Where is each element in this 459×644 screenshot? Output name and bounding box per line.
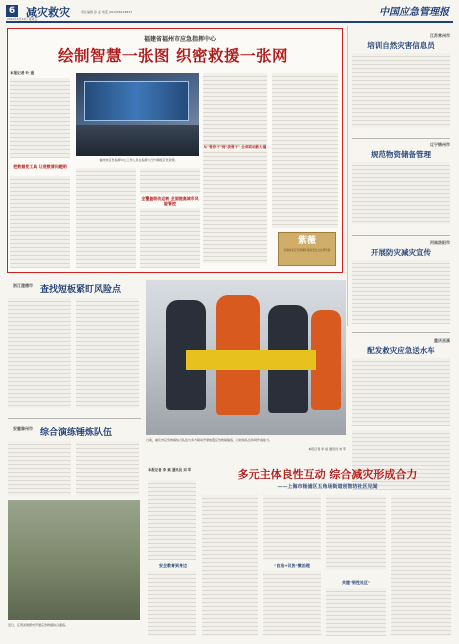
sidebar-divider bbox=[347, 26, 348, 326]
page-number-box: 6 bbox=[6, 5, 18, 17]
section-date: 2024年5月24日 星期五 bbox=[7, 17, 38, 21]
sidebar-text-4 bbox=[352, 358, 450, 426]
center-text-1 bbox=[148, 480, 196, 560]
left-text-2 bbox=[8, 441, 71, 496]
center-subhead-2: "自治+议协"微治理 bbox=[274, 563, 310, 568]
center-text-2 bbox=[202, 495, 258, 636]
feature-col-2-text bbox=[203, 73, 267, 263]
left-bottom-photo bbox=[8, 500, 140, 620]
center-subhead-3: 共建"韧性社区" bbox=[341, 580, 371, 585]
center-subhead-1: 安全教育到身边 bbox=[159, 563, 187, 568]
center-text-5 bbox=[391, 495, 451, 636]
feature-headline: 绘制智慧一张图 织密救援一张网 bbox=[58, 46, 288, 65]
feature-col-1-text bbox=[10, 78, 70, 158]
editor-line: 责任编辑 孙 亚 电话 (010)58124837 bbox=[81, 10, 133, 14]
left-bottom-caption: 近日，江西省建德市开展应急救援综合演练。 bbox=[8, 623, 69, 627]
sidebar-head-4: 配发救灾应急送水车 bbox=[367, 346, 435, 355]
feature-photo-caption: 福州市应急指挥中心工作人员在指挥大厅内调度应急资源。 bbox=[99, 158, 178, 162]
feature-photo bbox=[76, 73, 199, 156]
feature-byline: 本报记者 叶 通 bbox=[10, 71, 35, 75]
sidebar-head-1: 培训自然灾害信息员 bbox=[367, 41, 435, 50]
left-text-1b bbox=[76, 298, 139, 408]
sidebar-rule-2 bbox=[352, 235, 450, 236]
center-rescue-photo bbox=[146, 280, 346, 435]
left-rule-1 bbox=[8, 418, 141, 419]
seal-badge bbox=[278, 232, 336, 266]
page-header bbox=[6, 3, 453, 19]
center-text-1b bbox=[148, 571, 196, 636]
left-text-1 bbox=[8, 298, 71, 408]
sidebar-text-3 bbox=[352, 260, 450, 324]
sidebar-text-2 bbox=[352, 162, 450, 224]
sidebar-head-3: 开展防灾减灾宣传 bbox=[371, 248, 431, 257]
feature-col-3-text bbox=[272, 73, 338, 228]
feature-kicker: 福建省福州市应急指挥中心 bbox=[143, 36, 216, 43]
sidebar-rule-1 bbox=[352, 138, 450, 139]
sidebar-kicker-4: 重庆巫溪 bbox=[434, 338, 450, 343]
left-text-2b bbox=[76, 441, 139, 496]
seal-caption: 全国首家应急管理系统的安全文化研究院 bbox=[283, 249, 331, 252]
sidebar-kicker-3: 河南洛阳市 bbox=[430, 240, 450, 245]
sidebar-kicker-1: 江苏常州市 bbox=[430, 33, 450, 38]
left-kicker-1: 浙江建德市 bbox=[13, 283, 33, 288]
feature-subhead-b: 全覆盖联动运转 全面提高城市风险管控 bbox=[141, 196, 199, 206]
feature-col-5b-text bbox=[140, 208, 200, 268]
seal-title: 紫薇 bbox=[297, 236, 316, 246]
sidebar-kicker-2: 辽宁锦州市 bbox=[430, 142, 450, 147]
center-text-3 bbox=[263, 495, 321, 560]
feature-col-5-text bbox=[140, 168, 200, 194]
sidebar-rule-3 bbox=[352, 332, 450, 333]
center-photo-caption: 日前，重庆市应急救援综合队伍与多方联动开展地震应急救援演练，以检验队伍协同作战能力。 bbox=[146, 438, 273, 442]
section-title: 减灾救灾 bbox=[26, 6, 70, 19]
center-byline: 本报记者 李 斌 通讯员 刘 军 bbox=[148, 468, 192, 472]
sidebar-head-2: 规范物资储备管理 bbox=[371, 150, 431, 159]
left-head-1: 查找短板紧盯风险点 bbox=[40, 285, 122, 295]
center-subline: ——上海市杨浦区五角场街道创智坊社区见闻 bbox=[277, 484, 378, 490]
left-kicker-2: 安徽滁州市 bbox=[13, 426, 33, 431]
feature-subhead-a: 把数据变工具 让底数清问题明 bbox=[13, 164, 67, 169]
feature-subhead-c: 从"要你干"到"我要干" 全省联动新力量 bbox=[203, 145, 267, 149]
feature-col-4-text bbox=[76, 168, 136, 268]
center-text-4b bbox=[326, 588, 386, 636]
sidebar-text-1 bbox=[352, 53, 450, 128]
center-photo-credit: 本报记者 李 斌 通讯员 刘 军 bbox=[308, 447, 346, 451]
center-text-3b bbox=[263, 571, 321, 636]
center-headline: 多元主体良性互动 综合减灾形成合力 bbox=[237, 468, 418, 481]
masthead-logo: 中国应急管理报 bbox=[379, 7, 449, 18]
left-head-2: 综合演练锤炼队伍 bbox=[40, 428, 113, 438]
center-text-4 bbox=[326, 495, 386, 570]
header-rule bbox=[6, 21, 453, 23]
feature-col-1b-text bbox=[10, 176, 70, 268]
